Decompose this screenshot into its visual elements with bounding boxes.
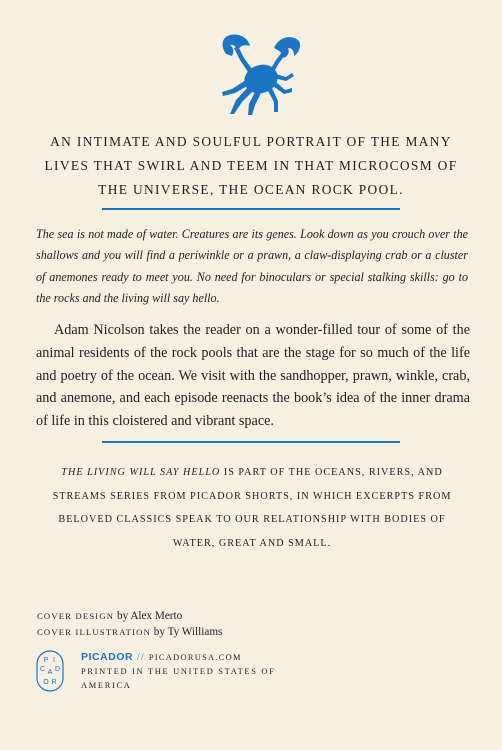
headline: AN INTIMATE AND SOULFUL PORTRAIT OF THE MANY LIVES THAT SWIRL AND TEEM IN THAT MICROCOSM OF THE UNIVERSE, THE OCEAN ROCK POOL. xyxy=(44,134,458,197)
logo-letter-r: R xyxy=(51,679,57,686)
logo-letter-p: P xyxy=(43,657,49,664)
printed-in: PRINTED IN THE UNITED STATES OF AMERICA xyxy=(81,667,276,691)
crab-illustration xyxy=(216,34,302,116)
publisher-separator: // xyxy=(133,652,149,663)
divider-bottom xyxy=(102,441,400,443)
epigraph-quote: The sea is not made of water. Creatures are its genes. Look down as you crouch over the shallows and you will find a periwinkle or a prawn, a claw-displaying crab or a cluster of anemones ready to meet you. No need for binoculars or special stalking skills: go to the rocks and the living will say hello. xyxy=(36,227,468,306)
series-note xyxy=(38,461,466,555)
credits xyxy=(37,608,222,640)
logo-letter-o: O xyxy=(43,679,49,686)
series-description: IS PART OF THE OCEANS, RIVERS, AND STREAMS SERIES FROM PICADOR SHORTS, IN WHICH EXCERPTS FROM BELOVED CLASSICS SPEAK TO OUR RELATIONSHIP WITH BODIES OF WATER, GREAT AND SMALL. xyxy=(52,467,452,549)
logo-letter-d: D xyxy=(54,666,61,673)
divider-top xyxy=(102,208,400,210)
logo-letter-c: C xyxy=(39,666,46,673)
series-book-title: THE LIVING WILL SAY HELLO xyxy=(61,467,221,478)
cover-illustration-credit xyxy=(37,624,222,640)
cover-design-name: by Alex Merto xyxy=(114,610,183,622)
cover-illustration-label: COVER ILLUSTRATION xyxy=(37,627,151,637)
publisher-url: PICADORUSA.COM xyxy=(148,653,242,662)
cover-design-credit xyxy=(37,608,222,624)
publisher-name: PICADOR xyxy=(81,652,134,663)
cover-illustration-name: by Ty Williams xyxy=(150,626,223,638)
publisher-info xyxy=(81,651,281,694)
cover-design-label: COVER DESIGN xyxy=(37,611,115,621)
picador-logo xyxy=(36,650,64,692)
description-paragraph: Adam Nicolson takes the reader on a wonder-filled tour of some of the animal residents of the rock pools that are the stage for so much of the life and poetry of the ocean. We visit with the sandhopper, prawn, winkle, crab, and anemone, and each episode reenacts the book’s idea of the inner drama of life in this cloistered and vibrant space. xyxy=(36,322,470,430)
publisher-line xyxy=(81,651,281,665)
logo-letter-i: I xyxy=(53,657,55,664)
logo-letter-a: A xyxy=(47,669,53,676)
